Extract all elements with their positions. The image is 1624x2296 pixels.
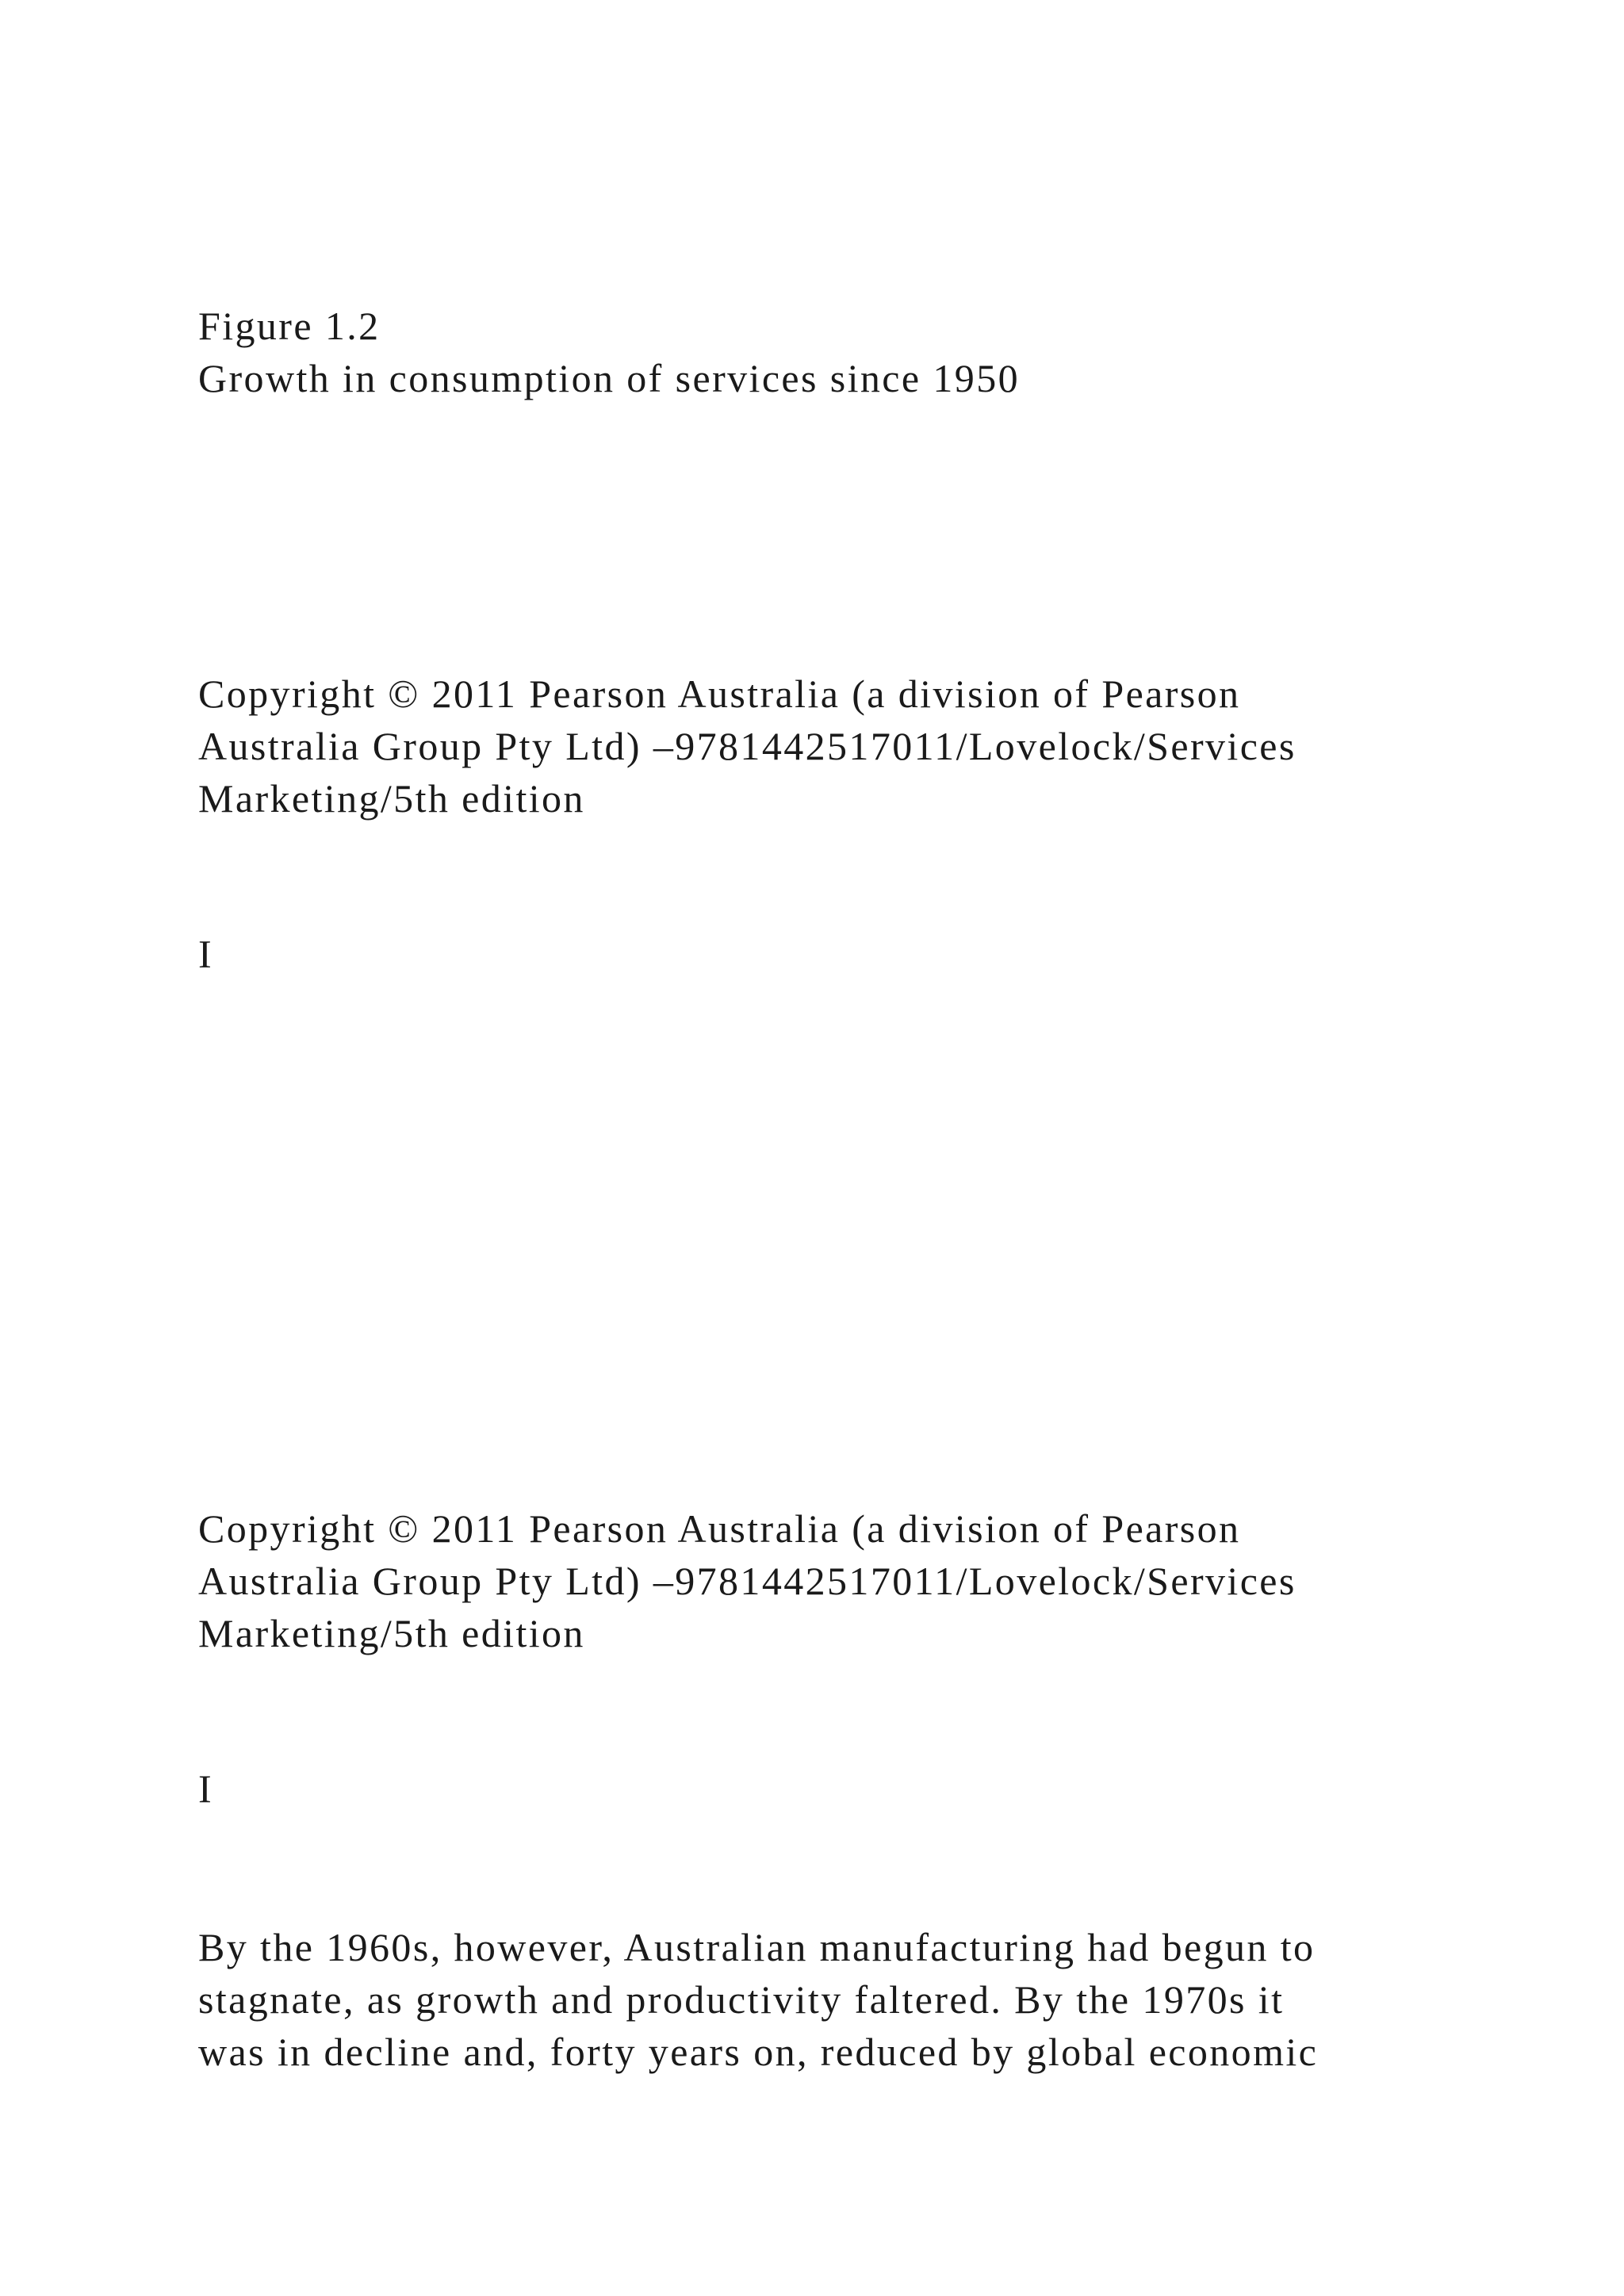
body-paragraph: [198, 1921, 1546, 2078]
figure-title: Growth in consumption of services since 1950: [198, 356, 1020, 400]
text-marker: [198, 1762, 1546, 1815]
paragraph-line: was in decline and, forty years on, reduced by global economic: [198, 2030, 1319, 2074]
marker-text: I: [198, 1766, 214, 1811]
copyright-line: Marketing/5th edition: [198, 776, 585, 821]
paragraph-line: stagnate, as growth and productivity faltered. By the 1970s it: [198, 1977, 1285, 2022]
copyright-line: Copyright © 2011 Pearson Australia (a division of Pearson: [198, 672, 1241, 716]
copyright-line: Australia Group Pty Ltd) –9781442517011/Lovelock/Services: [198, 1559, 1297, 1603]
figure-caption: [198, 300, 1546, 404]
text-marker: [198, 928, 1546, 980]
copyright-notice: [198, 668, 1546, 825]
copyright-line: Australia Group Pty Ltd) –9781442517011/Lovelock/Services: [198, 724, 1297, 768]
copyright-notice: [198, 1502, 1546, 1659]
paragraph-line: By the 1960s, however, Australian manufacturing had begun to: [198, 1925, 1316, 1969]
copyright-line: Marketing/5th edition: [198, 1611, 585, 1655]
copyright-line: Copyright © 2011 Pearson Australia (a division of Pearson: [198, 1506, 1241, 1551]
marker-text: I: [198, 932, 214, 976]
figure-label: Figure 1.2: [198, 304, 381, 348]
